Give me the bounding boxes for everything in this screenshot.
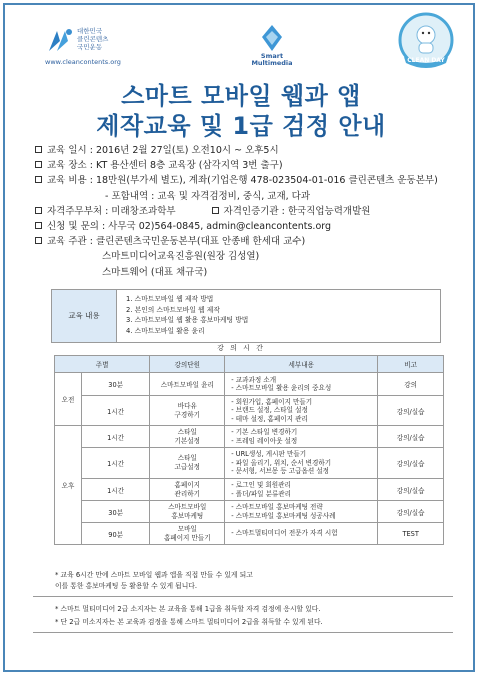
period-am: 오전 — [55, 373, 82, 426]
clean-contents-mark-icon — [47, 27, 73, 53]
schedule-header-row — [55, 356, 444, 373]
row-note: 강의/실습 — [378, 448, 444, 479]
table-row — [55, 523, 444, 545]
row-detail: - 교과과정 소개 - 스마트모바일 활용 윤리의 중요성 — [225, 373, 378, 396]
content-item: 3. 스마트모바일 웹 활용 홍보마케팅 방법 — [126, 316, 249, 324]
row-detail: - 로그인 및 회원관리 - 폴더/파일 분류관리 — [225, 479, 378, 501]
table-row — [55, 396, 444, 426]
row-time: 30분 — [82, 373, 150, 396]
checkbox-square-icon — [35, 176, 42, 183]
smart-multimedia-name: Smart Multimedia — [251, 52, 293, 67]
row-detail: - 스마트모바일 홍보마케팅 전략 - 스마트모바일 홍보마케팅 성공사례 — [225, 501, 378, 523]
info-registrar — [35, 204, 465, 219]
row-detail: - 기본 스타일 변경하기 - 프레임 레이아웃 설정 — [225, 426, 378, 448]
row-time: 1시간 — [82, 479, 150, 501]
checkbox-square-icon — [35, 237, 42, 244]
row-detail: - 스마트멀티미디어 전문가 자격 시험 — [225, 523, 378, 545]
info-list — [35, 143, 465, 280]
row-note: TEST — [378, 523, 444, 545]
row-time: 1시간 — [82, 426, 150, 448]
info-date — [35, 143, 465, 158]
row-unit: 모바일 홈페이지 만들기 — [150, 523, 225, 545]
info-cost — [35, 173, 465, 188]
row-note: 강의/실습 — [378, 479, 444, 501]
logo-bar — [5, 5, 477, 75]
table-row — [55, 479, 444, 501]
note-qualification-1: * 스마트 멀티미디어 2급 소지자는 본 교육을 통해 1급을 취득할 자격 검정에 응시할 있다. — [55, 605, 321, 613]
period-pm: 오후 — [55, 426, 82, 545]
clean-day-text: CLEAN DAY — [407, 57, 445, 64]
info-host — [35, 234, 465, 249]
smart-multimedia-mark-icon — [252, 23, 292, 53]
row-unit: 스마트모바일 홍보마케팅 — [150, 501, 225, 523]
row-unit: 바다유 구경하기 — [150, 396, 225, 426]
note-qualification-2: * 단 2급 미소지자는 본 교육과 검정을 통해 스마트 멀티미디어 2급을 취득할 수 있게 된다. — [55, 618, 323, 626]
row-note: 강의/실습 — [378, 426, 444, 448]
row-time: 1시간 — [82, 448, 150, 479]
org-url: www.cleancontents.org — [45, 58, 121, 66]
checkbox-square-icon — [35, 146, 42, 153]
info-date-text: 교육 일시 : 2016년 2월 27일(토) 오전10시 ~ 오후5시 — [47, 145, 279, 156]
row-note: 강의 — [378, 373, 444, 396]
header-week: 주별 — [55, 356, 150, 373]
header-note: 비고 — [378, 356, 444, 373]
content-item: 1. 스마트모바일 웹 제작 방법 — [126, 295, 214, 303]
info-host-text: 교육 주관 : 클린콘텐츠국민운동본부(대표 안종배 한세대 교수) — [47, 236, 306, 248]
page-title — [5, 81, 477, 141]
checkbox-square-icon — [35, 207, 42, 214]
checkbox-square-icon — [35, 222, 42, 229]
content-item: 2. 본인의 스마트모바일 웹 제작 — [126, 305, 220, 314]
row-note: 강의/실습 — [378, 396, 444, 426]
info-cost-text: 교육 비용 : 18만원(부가세 별도), 계좌(기업은행 478-023504-01-016 클린콘텐츠 운동본부) — [47, 175, 438, 187]
info-contact-text: 신청 및 문의 : 사무국 02)564-0845, admin@cleancontents.org — [47, 220, 332, 232]
schedule-title: 강 의 시 간 — [217, 344, 265, 352]
row-unit: 스타일 기본설정 — [150, 426, 225, 448]
title-line-1: 스마트 모바일 웹과 앱 — [121, 82, 361, 110]
clean-day-badge — [397, 11, 455, 73]
poster-frame — [3, 3, 475, 672]
table-row — [55, 373, 444, 396]
info-host-2: 스마트미디어교육진흥원(원장 김성열) — [102, 251, 260, 263]
note-summary: * 교육 6시간 만에 스마트 모바일 웹과 앱을 직접 만들 수 있게 되고 이를 통한 홍보마케팅 등 활용할 수 있게 됩니다. — [55, 571, 253, 590]
info-host-3: 스마트웨어 (대표 채규국) — [102, 266, 208, 278]
note-qualification — [55, 603, 465, 629]
divider — [33, 632, 453, 633]
row-note: 강의/실습 — [378, 501, 444, 523]
table-row — [55, 448, 444, 479]
info-registrar-text: 자격주무부처 : 미래창조과학부 — [47, 205, 176, 217]
content-box — [51, 289, 441, 343]
info-place — [35, 158, 465, 173]
info-certifier-text: 자격인증기관 : 한국직업능력개발원 — [223, 205, 371, 217]
row-time: 1시간 — [82, 396, 150, 426]
table-row — [55, 426, 444, 448]
divider — [33, 596, 453, 597]
row-time: 30분 — [82, 501, 150, 523]
content-box-label: 교육 내용 — [52, 290, 117, 342]
header-detail: 세부내용 — [225, 356, 378, 373]
title-line-2: 제작교육 및 1급 검정 안내 — [96, 112, 386, 140]
checkbox-square-icon — [35, 161, 42, 168]
row-unit: 홈페이지 관리하기 — [150, 479, 225, 501]
info-includes: - 포함내역 : 교육 및 자격검정비, 중식, 교재, 다과 — [105, 190, 311, 202]
row-unit: 스타일 고급설정 — [150, 448, 225, 479]
content-items — [126, 294, 248, 336]
checkbox-square-icon — [212, 207, 219, 214]
table-row — [55, 501, 444, 523]
row-time: 90분 — [82, 523, 150, 545]
row-unit: 스마트모바일 윤리 — [150, 373, 225, 396]
info-place-text: 교육 장소 : KT 용산센터 8층 교육장 (삼각지역 3번 출구) — [47, 160, 283, 172]
row-detail: - URL생성, 게시판 만들기 - 파일 올리기, 위치, 순서 변경하기 - 문서형, 서브몽 등 고급옵션 설정 — [225, 448, 378, 479]
row-detail: - 회원가입, 홈페이지 만들기 - 브랜드 설정, 스타일 설정 - 테마 설정, 홈페이지 관리 — [225, 396, 378, 426]
org-name: 대한민국 클린콘텐츠 국민운동 — [77, 27, 109, 51]
header-unit: 강의단원 — [150, 356, 225, 373]
schedule-table — [54, 355, 444, 545]
info-contact — [35, 219, 465, 234]
smart-multimedia-logo — [237, 23, 307, 71]
clean-contents-logo — [43, 25, 143, 71]
content-item: 4. 스마트모바일 활용 윤리 — [126, 326, 205, 335]
